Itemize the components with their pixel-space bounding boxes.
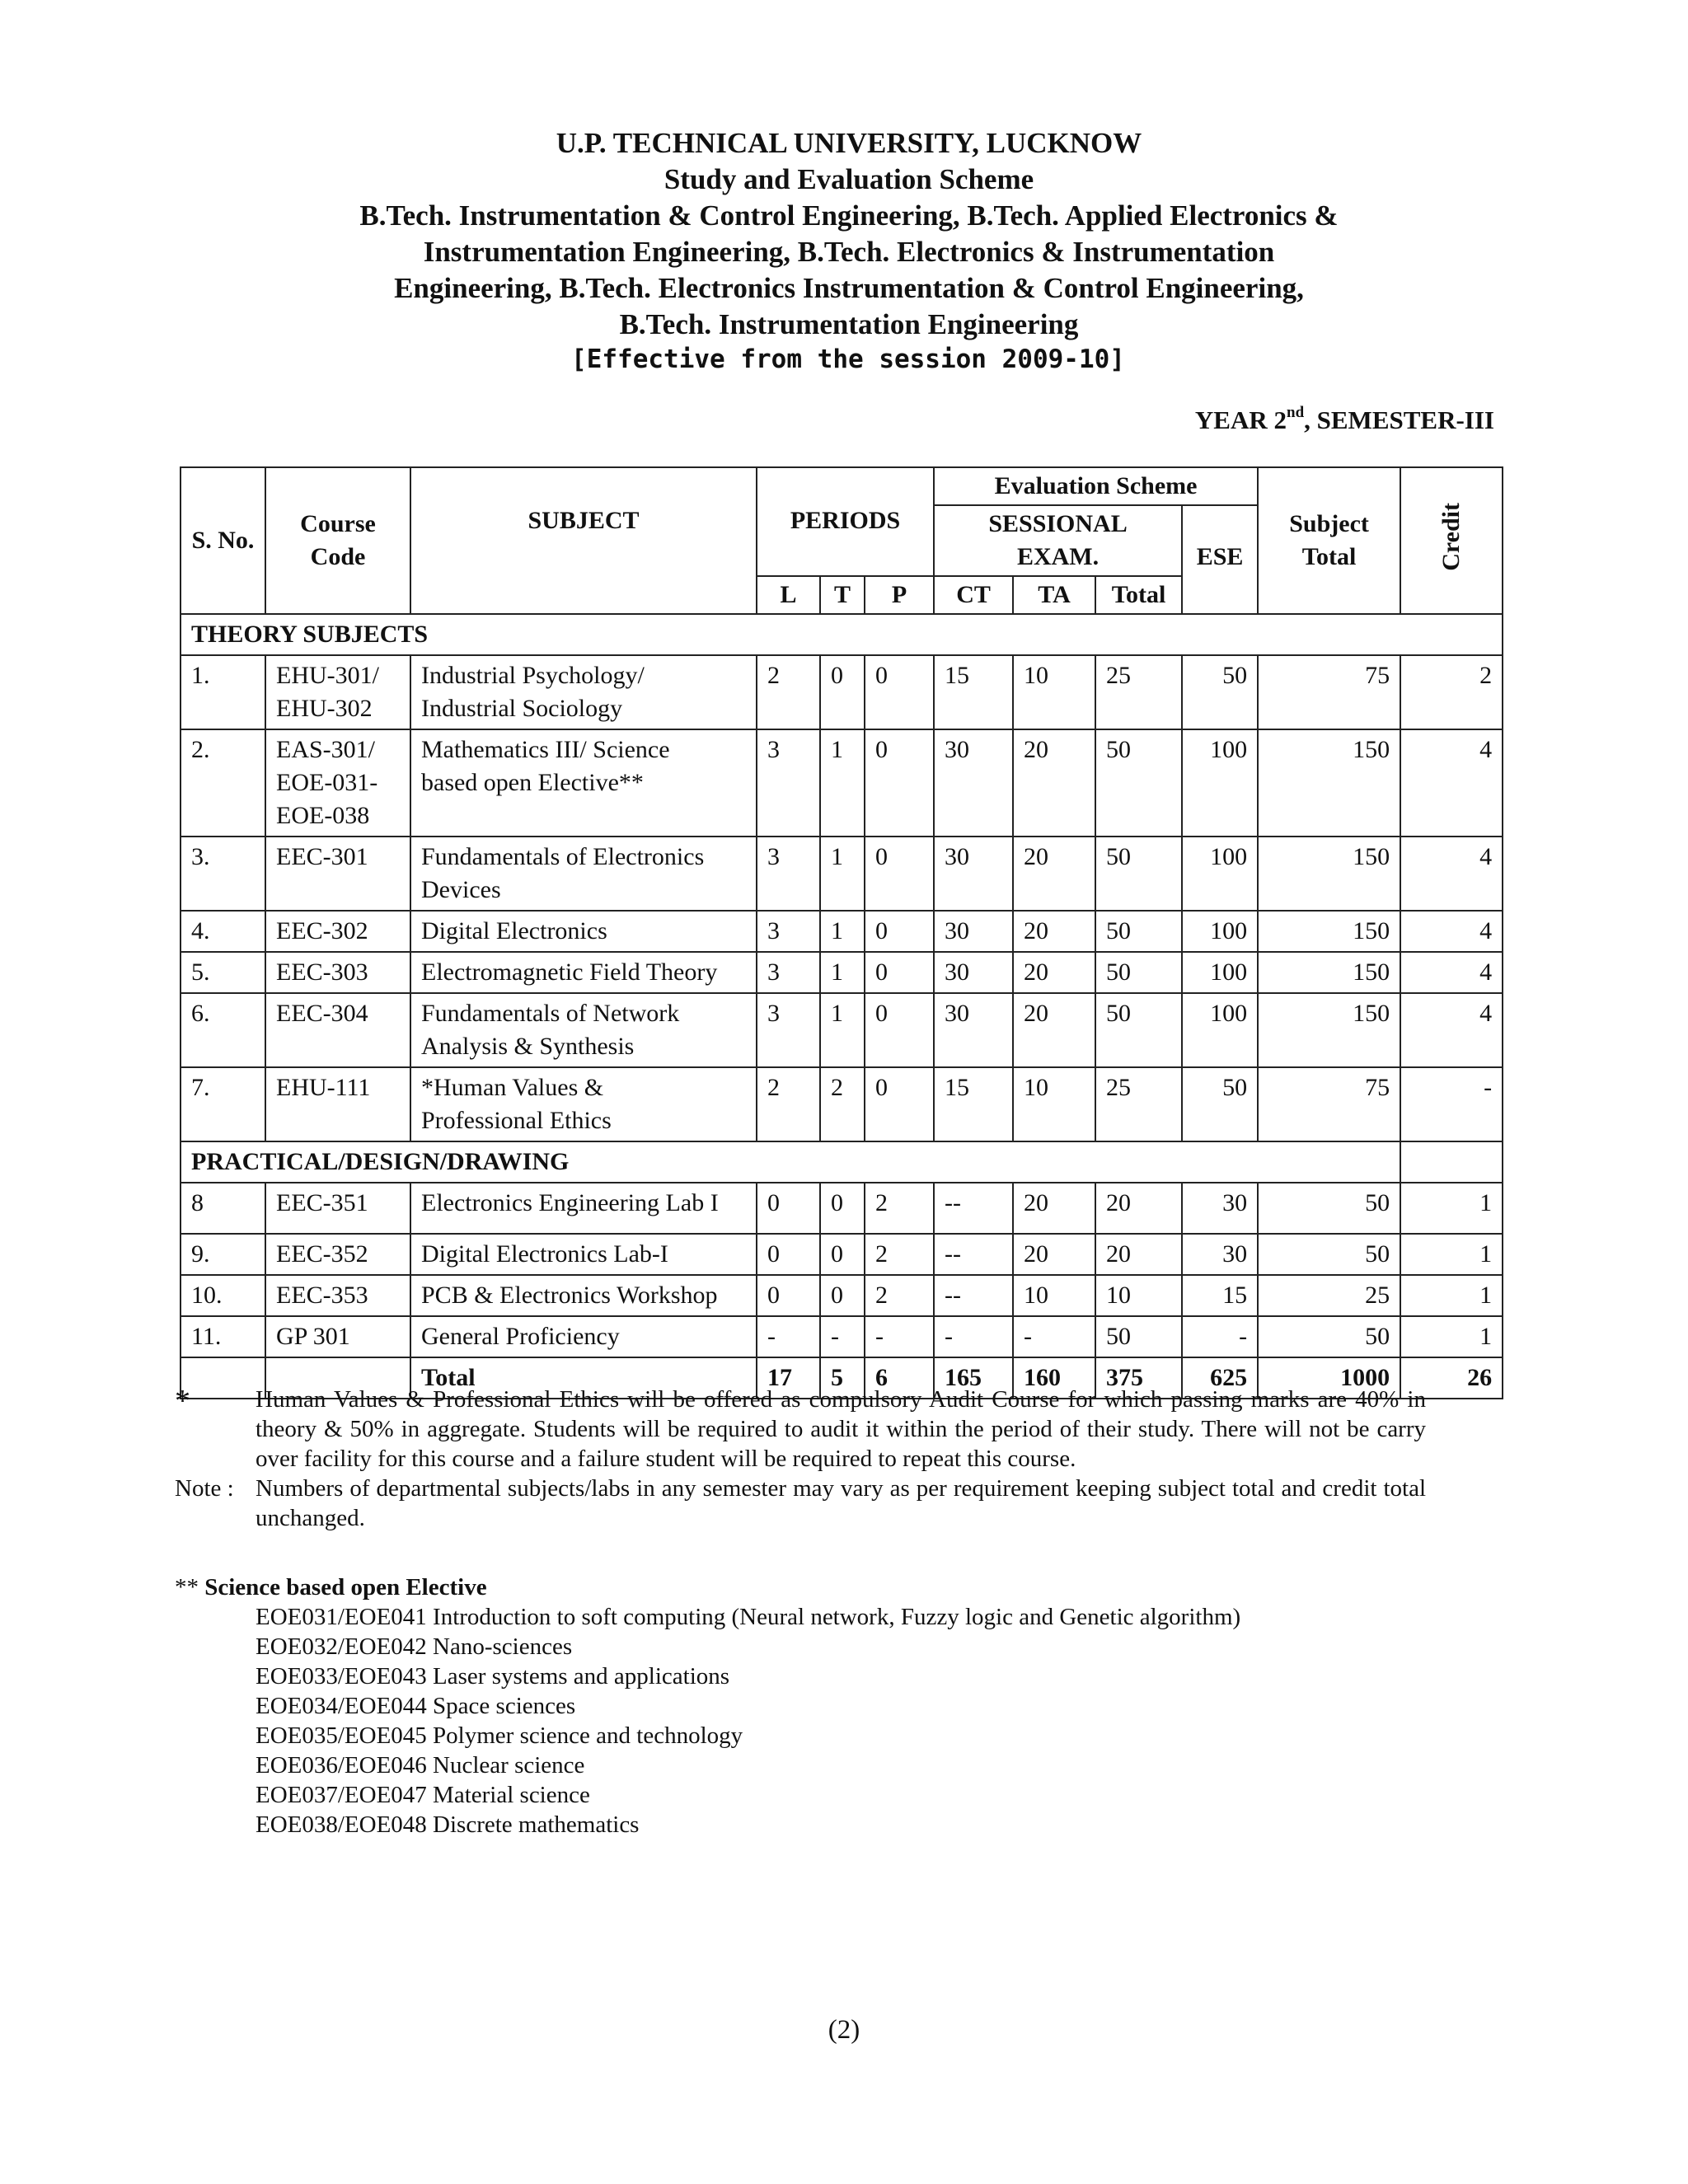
total-cell: 10 bbox=[1095, 1275, 1182, 1316]
total-cell: 25 bbox=[1095, 1067, 1182, 1141]
subject-line: Industrial Psychology/ bbox=[421, 662, 645, 689]
t-cell: 0 bbox=[820, 1183, 865, 1234]
total-label-cell: Total bbox=[410, 1357, 757, 1399]
table-row bbox=[181, 655, 1503, 729]
ct-cell: 15 bbox=[934, 655, 1013, 729]
credit-cell: 4 bbox=[1400, 911, 1503, 952]
course-code-cell bbox=[265, 993, 410, 1067]
credit-cell: 4 bbox=[1400, 952, 1503, 993]
ct-cell: -- bbox=[934, 1234, 1013, 1275]
table-row bbox=[181, 1234, 1503, 1275]
subject-line: Fundamentals of Network bbox=[421, 1000, 680, 1027]
asterisk-mark: * bbox=[175, 1384, 190, 1418]
general-note bbox=[175, 1474, 1510, 1533]
p-cell: 0 bbox=[865, 837, 934, 911]
course-code-line: EHU-301/ bbox=[276, 662, 379, 689]
periods-header: PERIODS bbox=[757, 467, 934, 576]
subject-line: Analysis & Synthesis bbox=[421, 1033, 635, 1060]
sno-cell: 8 bbox=[181, 1183, 265, 1234]
subject-total-cell: 50 bbox=[1258, 1234, 1400, 1275]
t-cell: 0 bbox=[820, 1275, 865, 1316]
course-code-cell bbox=[265, 952, 410, 993]
table-row bbox=[181, 1316, 1503, 1357]
elective-item: EOE038/EOE048 Discrete mathematics bbox=[256, 1811, 640, 1838]
course-code-header bbox=[265, 467, 410, 614]
ct-cell: 30 bbox=[934, 729, 1013, 837]
subject-total-cell: 150 bbox=[1258, 952, 1400, 993]
total-cell: 50 bbox=[1095, 952, 1182, 993]
subject-cell bbox=[410, 729, 757, 837]
table-row bbox=[181, 911, 1503, 952]
subject-line: Professional Ethics bbox=[421, 1107, 612, 1134]
l-cell: 3 bbox=[757, 729, 820, 837]
subject-total-cell: 75 bbox=[1258, 1067, 1400, 1141]
subject-total-cell: 50 bbox=[1258, 1316, 1400, 1357]
ct-cell: 30 bbox=[934, 952, 1013, 993]
subject-line: Devices bbox=[421, 876, 501, 903]
subject-line: based open Elective** bbox=[421, 769, 644, 796]
subject-total-cell: 25 bbox=[1258, 1275, 1400, 1316]
subject-total-cell: 150 bbox=[1258, 993, 1400, 1067]
l-cell: - bbox=[757, 1316, 820, 1357]
subject-header: SUBJECT bbox=[410, 467, 757, 614]
credit-cell: 1 bbox=[1400, 1275, 1503, 1316]
credit-cell: 1 bbox=[1400, 1234, 1503, 1275]
table-row bbox=[181, 952, 1503, 993]
subject-cell bbox=[410, 1067, 757, 1141]
p-cell: 0 bbox=[865, 1067, 934, 1141]
subject-line: General Proficiency bbox=[421, 1323, 620, 1350]
total-cell: 50 bbox=[1095, 911, 1182, 952]
ta-cell: 20 bbox=[1013, 837, 1095, 911]
ese-cell: 100 bbox=[1182, 993, 1258, 1067]
course-code-line: EEC-301 bbox=[276, 843, 368, 870]
ese-header: ESE bbox=[1182, 505, 1258, 614]
l-cell: 0 bbox=[757, 1275, 820, 1316]
course-code-header-line-1: Course bbox=[300, 510, 376, 537]
total-cell: 50 bbox=[1095, 1316, 1182, 1357]
credit-cell: - bbox=[1400, 1067, 1503, 1141]
header-row-1 bbox=[181, 467, 1503, 505]
l-cell: 3 bbox=[757, 952, 820, 993]
ta-cell: 20 bbox=[1013, 952, 1095, 993]
year-semester-label bbox=[1195, 404, 1494, 437]
subject-total-cell: 150 bbox=[1258, 911, 1400, 952]
subject-cell bbox=[410, 911, 757, 952]
scheme-title: Study and Evaluation Scheme bbox=[663, 163, 1034, 195]
l-cell: 0 bbox=[757, 1234, 820, 1275]
table-row bbox=[181, 729, 1503, 837]
course-code-header-line-2: Code bbox=[310, 543, 366, 570]
total-cell: 20 bbox=[1095, 1183, 1182, 1234]
ta-cell: - bbox=[1013, 1316, 1095, 1357]
sno-cell: 2. bbox=[181, 729, 265, 837]
evaluation-scheme-table bbox=[180, 466, 1503, 1399]
course-code-line: EHU-302 bbox=[276, 695, 373, 722]
ese-cell: 50 bbox=[1182, 1067, 1258, 1141]
page-number: (2) bbox=[828, 2015, 860, 2045]
p-cell: 0 bbox=[865, 911, 934, 952]
note-label: Note : bbox=[175, 1475, 234, 1502]
ese-cell: 100 bbox=[1182, 911, 1258, 952]
subject-cell bbox=[410, 1183, 757, 1234]
sno-cell: 5. bbox=[181, 952, 265, 993]
ta-cell: 20 bbox=[1013, 729, 1095, 837]
ct-cell: 30 bbox=[934, 911, 1013, 952]
t-cell: 1 bbox=[820, 993, 865, 1067]
subject-total-cell: 150 bbox=[1258, 837, 1400, 911]
table-row bbox=[181, 993, 1503, 1067]
course-code-line: EOE-031- bbox=[276, 769, 378, 796]
course-code-line: EEC-302 bbox=[276, 917, 368, 944]
elective-item: EOE032/EOE042 Nano-sciences bbox=[256, 1633, 573, 1660]
total-cell: 20 bbox=[1095, 1234, 1182, 1275]
elective-item: EOE036/EOE046 Nuclear science bbox=[256, 1752, 585, 1779]
total-l-cell: 17 bbox=[757, 1357, 820, 1399]
course-code-line: EEC-351 bbox=[276, 1189, 368, 1216]
course-code-cell bbox=[265, 1234, 410, 1275]
course-code-cell bbox=[265, 1275, 410, 1316]
subject-line: Digital Electronics Lab-I bbox=[421, 1240, 668, 1268]
subject-total-cell: 75 bbox=[1258, 655, 1400, 729]
total-cell: 50 bbox=[1095, 837, 1182, 911]
sessional-exam-header bbox=[934, 505, 1182, 576]
course-code-line: EAS-301/ bbox=[276, 736, 375, 763]
total-p-cell: 6 bbox=[865, 1357, 934, 1399]
elective-item: EOE033/EOE043 Laser systems and applications bbox=[256, 1663, 730, 1690]
elective-item: EOE034/EOE044 Space sciences bbox=[256, 1693, 576, 1719]
ta-header: TA bbox=[1013, 576, 1095, 614]
total-credit-cell: 26 bbox=[1400, 1357, 1503, 1399]
total-header: Total bbox=[1095, 576, 1182, 614]
total-cell: 25 bbox=[1095, 655, 1182, 729]
course-code-line: EEC-353 bbox=[276, 1282, 368, 1309]
elective-list bbox=[175, 1602, 1240, 1840]
course-code-cell bbox=[265, 729, 410, 837]
l-header: L bbox=[757, 576, 820, 614]
ct-cell: -- bbox=[934, 1275, 1013, 1316]
course-code-line: GP 301 bbox=[276, 1323, 350, 1350]
p-cell: 0 bbox=[865, 729, 934, 837]
semester-suffix: , SEMESTER-III bbox=[1304, 405, 1494, 434]
l-cell: 3 bbox=[757, 837, 820, 911]
p-cell: 2 bbox=[865, 1183, 934, 1234]
p-header: P bbox=[865, 576, 934, 614]
total-ese-cell: 625 bbox=[1182, 1357, 1258, 1399]
year-superscript: nd bbox=[1287, 404, 1305, 421]
subject-cell bbox=[410, 1234, 757, 1275]
sno-cell: 3. bbox=[181, 837, 265, 911]
t-cell: 1 bbox=[820, 911, 865, 952]
table-row bbox=[181, 1275, 1503, 1316]
subject-line: Electronics Engineering Lab I bbox=[421, 1189, 719, 1216]
ta-cell: 20 bbox=[1013, 911, 1095, 952]
credit-cell: 4 bbox=[1400, 993, 1503, 1067]
ct-cell: 15 bbox=[934, 1067, 1013, 1141]
sno-cell: 11. bbox=[181, 1316, 265, 1357]
subject-line: *Human Values & bbox=[421, 1074, 604, 1101]
program-line-1: B.Tech. Instrumentation & Control Engineering, B.Tech. Applied Electronics & bbox=[359, 199, 1339, 232]
total-t-cell: 5 bbox=[820, 1357, 865, 1399]
table-body bbox=[181, 614, 1503, 1399]
subject-total-header-line-1: Subject bbox=[1289, 510, 1369, 537]
p-cell: - bbox=[865, 1316, 934, 1357]
course-code-line: EEC-304 bbox=[276, 1000, 368, 1027]
total-cell: 50 bbox=[1095, 729, 1182, 837]
year-prefix: YEAR 2 bbox=[1194, 405, 1287, 434]
ta-cell: 20 bbox=[1013, 993, 1095, 1067]
table-row bbox=[181, 837, 1503, 911]
elective-item: EOE031/EOE041 Introduction to soft computing (Neural network, Fuzzy logic and Genetic algorithm) bbox=[256, 1604, 1241, 1630]
theory-section-row bbox=[181, 614, 1503, 655]
practical-section-label: PRACTICAL/DESIGN/DRAWING bbox=[181, 1141, 1400, 1183]
course-code-line: EEC-303 bbox=[276, 958, 368, 986]
subject-line: Digital Electronics bbox=[421, 917, 607, 944]
table-row bbox=[181, 1183, 1503, 1234]
subject-line: Mathematics III/ Science bbox=[421, 736, 670, 763]
course-code-cell bbox=[265, 1183, 410, 1234]
theory-section-label: THEORY SUBJECTS bbox=[181, 614, 1503, 655]
l-cell: 3 bbox=[757, 993, 820, 1067]
program-line-3: Engineering, B.Tech. Electronics Instrumentation & Control Engineering, bbox=[394, 272, 1304, 304]
p-cell: 0 bbox=[865, 952, 934, 993]
t-header: T bbox=[820, 576, 865, 614]
subject-cell bbox=[410, 1316, 757, 1357]
credit-header bbox=[1400, 467, 1503, 614]
subject-cell bbox=[410, 952, 757, 993]
subject-line: Fundamentals of Electronics bbox=[421, 843, 705, 870]
credit-cell: 1 bbox=[1400, 1183, 1503, 1234]
ta-cell: 10 bbox=[1013, 1067, 1095, 1141]
p-cell: 2 bbox=[865, 1275, 934, 1316]
t-cell: 1 bbox=[820, 952, 865, 993]
course-code-cell bbox=[265, 837, 410, 911]
ct-header: CT bbox=[934, 576, 1013, 614]
elective-item: EOE035/EOE045 Polymer science and technology bbox=[256, 1722, 743, 1749]
course-code-line: EHU-111 bbox=[276, 1074, 371, 1101]
total-cell: 50 bbox=[1095, 993, 1182, 1067]
elective-prefix: ** bbox=[175, 1574, 205, 1601]
sno-cell: 7. bbox=[181, 1067, 265, 1141]
subject-line: Industrial Sociology bbox=[421, 695, 623, 722]
total-ct-cell: 165 bbox=[934, 1357, 1013, 1399]
program-line-4: B.Tech. Instrumentation Engineering bbox=[619, 308, 1079, 340]
l-cell: 2 bbox=[757, 655, 820, 729]
subject-cell bbox=[410, 655, 757, 729]
subject-total-header-line-2: Total bbox=[1301, 543, 1357, 570]
effective-session: [Effective from the session 2009-10] bbox=[571, 344, 1125, 374]
ese-cell: 50 bbox=[1182, 655, 1258, 729]
sno-cell: 9. bbox=[181, 1234, 265, 1275]
l-cell: 0 bbox=[757, 1183, 820, 1234]
p-cell: 0 bbox=[865, 655, 934, 729]
subject-line: Electromagnetic Field Theory bbox=[421, 958, 718, 986]
t-cell: 1 bbox=[820, 837, 865, 911]
sno-cell: 1. bbox=[181, 655, 265, 729]
subject-total-header bbox=[1258, 467, 1400, 614]
credit-cell: 1 bbox=[1400, 1316, 1503, 1357]
p-cell: 2 bbox=[865, 1234, 934, 1275]
document-header bbox=[190, 125, 1508, 376]
general-note-text: Numbers of departmental subjects/labs in any semester may vary as per requirement keeping subject total and credit total unchanged. bbox=[256, 1475, 1426, 1531]
sessional-header-line-2: EXAM. bbox=[1016, 543, 1100, 570]
subject-cell bbox=[410, 1275, 757, 1316]
credit-cell: 4 bbox=[1400, 837, 1503, 911]
course-code-cell bbox=[265, 1316, 410, 1357]
credit-header-text: Credit bbox=[1437, 503, 1465, 571]
sessional-header-line-1: SESSIONAL bbox=[988, 510, 1128, 537]
ese-cell: - bbox=[1182, 1316, 1258, 1357]
t-cell: 1 bbox=[820, 729, 865, 837]
sno-cell: 4. bbox=[181, 911, 265, 952]
elective-title-text: Science based open Elective bbox=[204, 1574, 487, 1601]
course-code-cell bbox=[265, 655, 410, 729]
subject-cell bbox=[410, 993, 757, 1067]
credit-cell: 2 bbox=[1400, 655, 1503, 729]
ese-cell: 30 bbox=[1182, 1234, 1258, 1275]
sno-header: S. No. bbox=[181, 467, 265, 614]
t-cell: 0 bbox=[820, 655, 865, 729]
audit-course-note bbox=[175, 1385, 1510, 1474]
subject-cell bbox=[410, 837, 757, 911]
p-cell: 0 bbox=[865, 993, 934, 1067]
ese-cell: 30 bbox=[1182, 1183, 1258, 1234]
course-code-cell bbox=[265, 911, 410, 952]
subject-total-cell: 50 bbox=[1258, 1183, 1400, 1234]
evaluation-scheme-header: Evaluation Scheme bbox=[934, 467, 1258, 505]
empty-cell bbox=[1400, 1141, 1503, 1183]
ta-cell: 20 bbox=[1013, 1183, 1095, 1234]
ta-cell: 10 bbox=[1013, 1275, 1095, 1316]
l-cell: 2 bbox=[757, 1067, 820, 1141]
ta-cell: 10 bbox=[1013, 655, 1095, 729]
course-code-line: EEC-352 bbox=[276, 1240, 368, 1268]
practical-section-row bbox=[181, 1141, 1503, 1183]
ct-cell: 30 bbox=[934, 837, 1013, 911]
ese-cell: 100 bbox=[1182, 837, 1258, 911]
ct-cell: - bbox=[934, 1316, 1013, 1357]
ese-cell: 100 bbox=[1182, 729, 1258, 837]
audit-course-text: Human Values & Professional Ethics will be offered as compulsory Audit Course for which passing marks are 40% in theory & 50% in aggregate. Students will be required to audit it within the period of their study. There will not be carry over facility for this course and a failure student will be required to repeat this course. bbox=[256, 1386, 1426, 1472]
total-ta-cell: 160 bbox=[1013, 1357, 1095, 1399]
ta-cell: 20 bbox=[1013, 1234, 1095, 1275]
ct-cell: 30 bbox=[934, 993, 1013, 1067]
course-code-cell bbox=[265, 1067, 410, 1141]
l-cell: 3 bbox=[757, 911, 820, 952]
total-total-cell: 375 bbox=[1095, 1357, 1182, 1399]
credit-cell: 4 bbox=[1400, 729, 1503, 837]
t-cell: 0 bbox=[820, 1234, 865, 1275]
university-name: U.P. TECHNICAL UNIVERSITY, LUCKNOW bbox=[556, 127, 1142, 159]
ese-cell: 100 bbox=[1182, 952, 1258, 993]
sno-cell: 10. bbox=[181, 1275, 265, 1316]
subject-total-cell: 150 bbox=[1258, 729, 1400, 837]
science-elective-section bbox=[175, 1572, 1240, 1840]
notes-section bbox=[175, 1385, 1510, 1533]
ct-cell: -- bbox=[934, 1183, 1013, 1234]
subject-line: PCB & Electronics Workshop bbox=[421, 1282, 718, 1309]
program-line-2: Instrumentation Engineering, B.Tech. Electronics & Instrumentation bbox=[423, 236, 1275, 268]
course-code-line: EOE-038 bbox=[276, 802, 370, 829]
total-subject-total-cell: 1000 bbox=[1258, 1357, 1400, 1399]
elective-title bbox=[175, 1572, 1240, 1602]
t-cell: - bbox=[820, 1316, 865, 1357]
ese-cell: 15 bbox=[1182, 1275, 1258, 1316]
table-row bbox=[181, 1067, 1503, 1141]
t-cell: 2 bbox=[820, 1067, 865, 1141]
sno-cell: 6. bbox=[181, 993, 265, 1067]
elective-item: EOE037/EOE047 Material science bbox=[256, 1782, 590, 1808]
